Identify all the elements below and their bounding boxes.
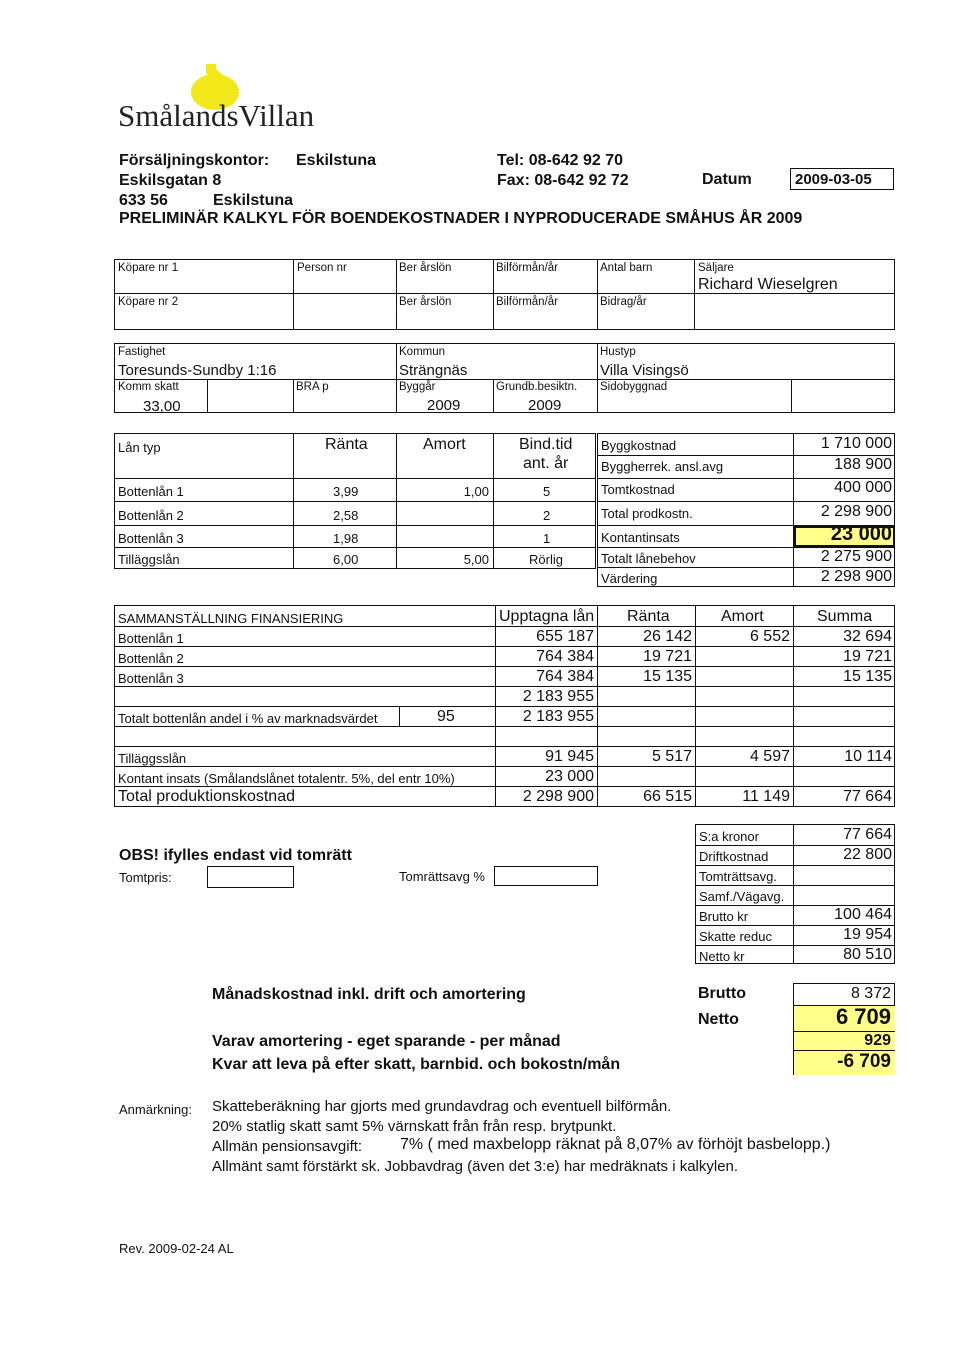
tillagg-ranta: 5 517: [651, 748, 692, 765]
fin-loan: 655 187: [536, 628, 594, 645]
kommun-label: Kommun: [399, 346, 446, 358]
ranta-header: Ränta: [325, 436, 368, 453]
tillagg-amort: 4 597: [749, 748, 790, 765]
financing-table: [114, 605, 895, 807]
tillagg-label: Tilläggsslån: [118, 751, 187, 766]
summary-value: 80 510: [843, 946, 892, 963]
hustyp-value: Villa Visingsö: [600, 362, 689, 379]
tillagg-loan: 91 945: [545, 748, 594, 765]
financing-title: SAMMANSTÄLLNING FINANSIERING: [118, 611, 344, 626]
loan-bind: 5: [543, 484, 551, 499]
fin-loan: 764 384: [536, 648, 594, 665]
page-title: PRELIMINÄR KALKYL FÖR BOENDEKOSTNADER I NYPRODUCERADE SMÅHUS ÅR 2009: [119, 210, 803, 227]
office-city: Eskilstuna: [296, 152, 377, 169]
andel-value: 95: [437, 708, 455, 725]
andel-label: Totalt bottenlån andel i % av marknadsvärdet: [118, 711, 378, 726]
amort-header: Amort: [423, 436, 466, 453]
monthly-title: Månadskostnad inkl. drift och amortering: [212, 986, 526, 1003]
note-line: 7% ( med maxbelopp räknat på 8,07% av förhöjt basbelopp.): [400, 1136, 831, 1153]
cost-label: Byggkostnad: [601, 438, 677, 453]
bindtid-header-2: ant. år: [523, 455, 569, 472]
fin-amort: 6 552: [749, 628, 790, 645]
property-table: [114, 343, 895, 413]
col-loan-header: Upptagna lån: [499, 608, 595, 625]
andel-loan: 2 183 955: [522, 708, 594, 725]
cost-label: Kontantinsats: [601, 530, 680, 545]
children-label: Antal barn: [600, 262, 653, 274]
loan-rate: 1,98: [333, 531, 359, 546]
person-nr-label: Person nr: [297, 262, 347, 274]
street: Eskilsgatan 8: [119, 172, 222, 189]
date-value: 2009-03-05: [795, 171, 872, 188]
loan-bind: Rörlig: [529, 552, 563, 567]
loan-bind: 2: [543, 508, 551, 523]
cost-label: Värdering: [601, 571, 658, 586]
tillagg-summa: 10 114: [844, 748, 892, 765]
note-line: 20% statlig skatt samt 5% värnskatt från från resp. brytpunkt.: [212, 1118, 617, 1135]
netto-label: Netto: [698, 1011, 739, 1028]
cost-value-highlight: 23 000: [830, 523, 892, 545]
cost-value: 1 710 000: [820, 435, 892, 452]
costs-table: [597, 433, 895, 587]
fin-summa: 32 694: [843, 628, 892, 645]
cost-value: 2 275 900: [820, 548, 892, 565]
note-line: Allmänt samt förstärkt sk. Jobbavdrag (även det 3:e) har medräknats i kalkylen.: [212, 1158, 739, 1175]
netto-value: 6 709: [835, 1004, 891, 1029]
kommun-value: Strängnäs: [399, 362, 468, 379]
cost-label: Byggherrek. ansl.avg: [601, 459, 724, 474]
sidobyggnad-label: Sidobyggnad: [600, 381, 668, 393]
monthly-table: [793, 983, 895, 1075]
kvar-value: -6 709: [837, 1051, 891, 1072]
fin-summa: 19 721: [843, 648, 892, 665]
fin-summa: 15 135: [843, 668, 892, 685]
summary-value: 22 800: [843, 846, 892, 863]
cost-value: 400 000: [834, 479, 892, 496]
total-summa: 77 664: [843, 788, 892, 805]
kontant-loan: 23 000: [545, 768, 594, 785]
cost-label: Tomtkostnad: [601, 482, 675, 497]
loan-rate: 6,00: [333, 552, 359, 567]
salary1-label: Ber årslön: [399, 262, 452, 274]
table-row: Bottenlån 3: [118, 531, 184, 546]
fastighet-label: Fastighet: [118, 346, 166, 358]
kvar-label: Kvar att leva på efter skatt, barnbid. och bokostn/mån: [212, 1056, 621, 1073]
loan-rate: 2,58: [333, 508, 359, 523]
kontant-label: Kontant insats (Smålandslånet totalentr. 5%, del entr 10%): [118, 771, 455, 786]
seller-label: Säljare: [698, 262, 734, 274]
byggar-label: Byggår: [399, 381, 436, 393]
summary-label: Tomträttsavg.: [699, 869, 778, 884]
hustyp-label: Hustyp: [600, 346, 636, 358]
tomtrattsavg-label: Tomrättsavg %: [399, 869, 485, 884]
cost-value: 2 298 900: [820, 568, 892, 585]
note-line: Allmän pensionsavgift:: [212, 1138, 363, 1155]
fin-loan: 764 384: [536, 668, 594, 685]
brutto-value: 8 372: [850, 985, 891, 1002]
col-ranta-header: Ränta: [627, 608, 670, 625]
total-loan: 2 298 900: [522, 788, 594, 805]
date-label: Datum: [702, 171, 752, 188]
summary-label: Netto kr: [699, 949, 745, 964]
fastighet-value: Toresunds-Sundby 1:16: [118, 362, 277, 379]
buyer1-label: Köpare nr 1: [118, 262, 179, 274]
summary-label: Driftkostnad: [699, 849, 769, 864]
salary2-label: Ber årslön: [399, 296, 452, 308]
bindtid-header: Bind.tid: [519, 436, 573, 453]
revision: Rev. 2009-02-24 AL: [119, 1241, 234, 1256]
car-benefit2-label: Bilförmån/år: [496, 296, 558, 308]
summary-label: Samf./Vägavg.: [699, 889, 785, 904]
summary-label: Brutto kr: [699, 909, 749, 924]
total-amort: 11 149: [742, 788, 790, 805]
col-amort-header: Amort: [721, 608, 764, 625]
total-label: Total produktionskostnad: [118, 788, 295, 805]
table-row: Bottenlån 2: [118, 651, 184, 666]
obs-note: OBS! ifylles endast vid tomrätt: [119, 847, 352, 864]
allowance-label: Bidrag/år: [600, 296, 647, 308]
loan-amort: 5,00: [463, 552, 489, 567]
grundb-label: Grundb.besiktn.: [496, 381, 578, 393]
table-row: Bottenlån 1: [118, 484, 184, 499]
summary-value: 77 664: [843, 826, 892, 843]
summary-value: 100 464: [834, 906, 892, 923]
fin-ranta: 15 135: [643, 668, 692, 685]
varav-label: Varav amortering - eget sparande - per månad: [212, 1033, 561, 1050]
brutto-label: Brutto: [698, 985, 746, 1002]
cost-label: Total prodkostn.: [601, 506, 693, 521]
table-row: Bottenlån 3: [118, 671, 184, 686]
total-ranta: 66 515: [643, 788, 692, 805]
tomtrattsavg-input[interactable]: [494, 866, 598, 886]
table-row: Bottenlån 2: [118, 508, 184, 523]
table-row: Tilläggslån: [118, 552, 180, 567]
date-box: [790, 168, 894, 190]
fin-loan-subtotal: 2 183 955: [522, 688, 594, 705]
byggar-value: 2009: [427, 397, 461, 414]
col-summa-header: Summa: [817, 608, 873, 625]
summary-table: [695, 824, 895, 964]
cost-value: 2 298 900: [820, 503, 892, 520]
cost-value: 188 900: [834, 456, 892, 473]
lantyp-header: Lån typ: [118, 440, 161, 455]
komm-skatt-label: Komm skatt: [118, 381, 179, 393]
cost-label: Totalt lånebehov: [601, 551, 696, 566]
summary-value: 19 954: [843, 926, 892, 943]
logo-text: SmålandsVillan: [118, 98, 315, 133]
tomtpris-label: Tomtpris:: [119, 870, 172, 885]
varav-value: 929: [864, 1032, 891, 1049]
postcode: 633 56: [119, 192, 168, 209]
fin-ranta: 19 721: [643, 648, 692, 665]
fin-ranta: 26 142: [643, 628, 692, 645]
phone: Tel: 08-642 92 70: [497, 152, 624, 169]
seller-name: Richard Wieselgren: [698, 276, 838, 293]
office-label: Försäljningskontor:: [119, 152, 270, 169]
table-row: Bottenlån 1: [118, 631, 184, 646]
city: Eskilstuna: [213, 192, 294, 209]
loan-amort: 1,00: [463, 484, 489, 499]
fax: Fax: 08-642 92 72: [497, 172, 629, 189]
loan-types-table: [114, 433, 596, 569]
loan-bind: 1: [543, 531, 551, 546]
komm-skatt-value: 33,00: [143, 398, 181, 415]
notes-label: Anmärkning:: [119, 1102, 192, 1117]
logo: [118, 60, 338, 135]
grundb-value: 2009: [528, 397, 562, 414]
bra-label: BRA p: [296, 381, 329, 393]
tomtpris-input[interactable]: [207, 866, 294, 888]
summary-label: S:a kronor: [699, 829, 759, 844]
buyers-table: [114, 259, 895, 330]
loan-rate: 3,99: [333, 484, 359, 499]
car-benefit1-label: Bilförmån/år: [496, 262, 558, 274]
note-line: Skatteberäkning har gjorts med grundavdrag och eventuell bilförmån.: [212, 1098, 672, 1115]
summary-label: Skatte reduc: [699, 929, 772, 944]
buyer2-label: Köpare nr 2: [118, 296, 179, 308]
